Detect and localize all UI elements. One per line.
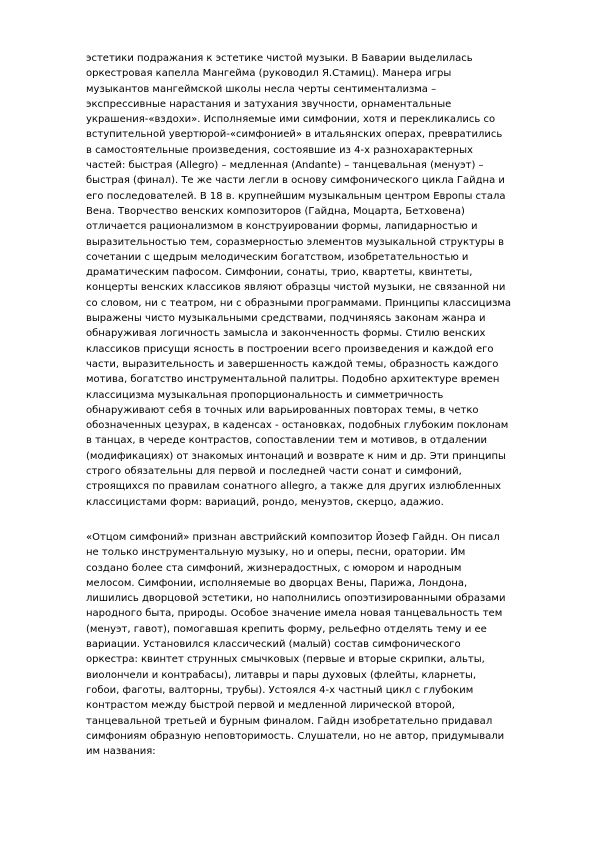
text-line: отличается рационализмом в конструировании формы, лапидарностью и	[86, 221, 478, 233]
text-line: его последователей. В 18 в. крупнейшим музыкальным центром Европы стала	[86, 190, 506, 202]
text-line: мелосом. Симфонии, исполняемые во дворцах Вены, Парижа, Лондона,	[86, 577, 468, 589]
text-line: классиков присущи ясность в построении всего произведения и каждой его	[86, 343, 494, 355]
text-line: Вена. Творчество венских композиторов (Гайдна, Моцарта, Бетховена)	[86, 205, 465, 217]
text-line: оркестровая капелла Мангейма (руководил Я.Стамиц). Манера игры	[86, 68, 452, 80]
text-line: гобои, фаготы, валторны, трубы). Устоялся 4-х частный цикл с глубоким	[86, 684, 474, 696]
text-line: в танцах, в череде контрастов, сопоставлении тем и мотивов, в отдалении	[86, 435, 487, 447]
text-line: выразительностью тем, соразмерностью элементов музыкальной структуры в	[86, 236, 505, 248]
text-line: симфониям образную неповторимость. Слушатели, но не автор, придумывали	[86, 730, 505, 742]
text-line: (менуэт, гавот), помогавшая крепить форму, рельефно отделять тему и ее	[86, 623, 487, 635]
text-line: сочетании с щедрым мелодическим богатством, изобретательностью и	[86, 251, 469, 263]
text-line: эстетики подражания к эстетике чистой музыки. В Баварии выделилась	[86, 53, 473, 64]
text-line: обнаруживают себя в точных или варьированных повторах темы, в четко	[86, 404, 479, 416]
text-line: вариации. Установился классический (малый) состав симфонического	[86, 639, 461, 651]
text-line: со словом, ни с театром, ни с образными программами. Принципы классицизма	[86, 297, 512, 309]
text-line: быстрая (финал). Те же части легли в основу симфонического цикла Гайдна и	[86, 175, 505, 187]
text-line: контрастом между быстрой первой и медленной лирической второй,	[86, 700, 455, 712]
text-line: классицистами форм: вариаций, рондо, менуэтов, скерцо, адажио.	[86, 496, 444, 508]
text-line: обнаруживая логичность замысла и законченность формы. Стилю венских	[86, 328, 486, 340]
text-line: им названия:	[86, 746, 156, 758]
text-line: (модификациях) от знакомых интонаций и возврате к ним и др. Эти принципы	[86, 450, 506, 462]
text-line: народного быта, природы. Особое значение имела новая танцевальность тем	[86, 608, 503, 620]
text-line: обозначенных цезурах, в каденсах - остановках, подобных глубоким поклонам	[86, 420, 509, 432]
text-line: украшения-«вздохи». Исполняемые ими симфонии, хотя и перекликались со	[86, 114, 496, 126]
text-line: не только инструментальную музыку, но и оперы, песни, оратории. Им	[86, 547, 466, 559]
paragraph-classicism	[86, 51, 526, 510]
text-line: части, выразительность и завершенность каждой темы, образность каждого	[86, 358, 499, 370]
text-line: частей: быстрая (Allegro) – медленная (Andante) – танцевальная (менуэт) –	[86, 160, 484, 172]
text-line: танцевальной третьей и бурным финалом. Гайдн изобретательно придавал	[86, 715, 493, 727]
text-line: экспрессивные нарастания и затухания звучности, орнаментальные	[86, 98, 452, 110]
text-line: оркестра: квинтет струнных смычковых (первые и вторые скрипки, альты,	[86, 654, 485, 666]
text-line: драматическим пафосом. Симфонии, сонаты, трио, квартеты, квинтеты,	[86, 267, 473, 279]
text-line: концерты венских классиков являют образцы чистой музыки, не связанной ни	[86, 282, 506, 294]
text-line: «Отцом симфоний» признан австрийский композитор Йозеф Гайдн. Он писал	[86, 532, 500, 543]
paragraph-haydn	[86, 530, 526, 759]
text-line: в самостоятельные произведения, состоявшие из 4-х разнохарактерных	[86, 144, 473, 156]
text-line: строящихся по правилам сонатного allegro, а также для других излюбленных	[86, 481, 502, 493]
text-line: выражены чисто музыкальными средствами, подчиняясь законам жанра и	[86, 313, 486, 325]
text-line: вступительной увертюрой-«симфонией» в итальянских операх, превратились	[86, 129, 503, 141]
text-line: классицизма музыкальная пропорциональность и симметричность	[86, 389, 444, 401]
text-line: виолончели и контрабасы), литавры и пары духовых (флейты, кларнеты,	[86, 669, 477, 681]
text-line: музыкантов мангеймской школы несла черты сентиментализма –	[86, 83, 437, 95]
text-line: создано более ста симфоний, жизнерадостных, с юмором и народным	[86, 562, 462, 574]
text-line: строго обязательны для первой и последней части сонат и симфоний,	[86, 466, 462, 478]
text-line: лишились дворцовой эстетики, но наполнились опоэтизированными образами	[86, 593, 506, 605]
text-line: мотива, богатство инструментальной палитры. Подобно архитектуре времен	[86, 374, 500, 386]
